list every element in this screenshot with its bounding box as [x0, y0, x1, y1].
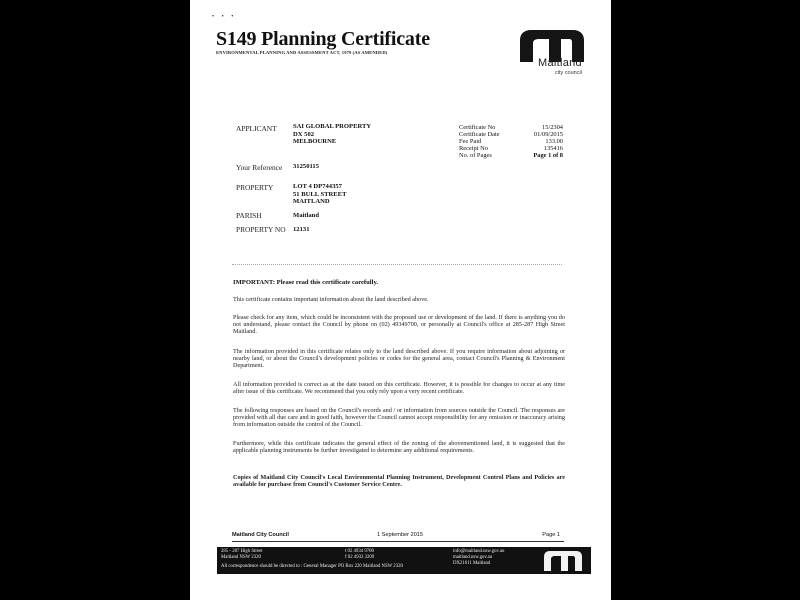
property-no-label: PROPERTY NO	[236, 225, 286, 234]
divider	[232, 264, 562, 265]
logo-wordmark: Maitland	[538, 57, 582, 69]
parish-value: Maitland	[293, 212, 320, 219]
body-paragraph-bold: Copies of Maitland City Council's Local Environmental Planning Instrument, Development Control Plans and Policies are available for purchase from Council's Customer Service Centre.	[233, 474, 565, 489]
fax-line: f 02 4933 3209	[345, 555, 375, 560]
applicant-value	[293, 123, 371, 146]
logo-tagline: city council	[555, 70, 582, 76]
applicant-line: DX 502	[293, 130, 315, 138]
reference-label: Your Reference	[236, 163, 283, 172]
body-paragraph: The following responses are based on the Council's records and / or information from sources outside the Council. The responses are provided with all due care and in good faith, however the Council cannot accept responsibility for any omission or inaccuracy arising from information outside the control of the Council.	[233, 407, 565, 429]
email-line: info@maitland.nsw.gov.au	[453, 549, 505, 554]
cert-label: Fee Paid	[459, 138, 482, 146]
page-subtitle: ENVIRONMENTAL PLANNING AND ASSESSMENT ACT, 1979 (AS AMENDED)	[216, 50, 388, 55]
cert-label: Certificate No	[459, 124, 496, 131]
footer-divider	[232, 541, 564, 542]
important-heading: IMPORTANT: Please read this certificate carefully.	[233, 279, 379, 286]
property-value	[293, 183, 347, 206]
cert-value: 133.00	[545, 138, 563, 146]
property-line: 51 BULL STREET	[293, 190, 347, 198]
certificate-details	[459, 124, 563, 159]
cert-label: Certificate Date	[459, 131, 500, 139]
correspondence-line: All correspondence should be directed to : General Manager PO Box 220 Maitland NSW 2320	[221, 564, 403, 569]
cert-label: Receipt No	[459, 145, 488, 153]
phone-line: t 02 4934 9700	[345, 549, 374, 554]
property-no-value: 12131	[293, 226, 310, 233]
body-paragraph: This certificate contains important information about the land described above.	[233, 296, 429, 303]
web-line: maitland.nsw.gov.au	[453, 555, 493, 560]
cert-row	[459, 152, 563, 159]
property-line: MAITLAND	[293, 198, 330, 206]
parish-label: PARISH	[236, 211, 262, 220]
footer-date: 1 September 2015	[377, 532, 424, 538]
body-paragraph: All information provided is correct as at the date issued on this certificate. However, it is possible for changes to occur at any time after issue of this certificate. We recommend that you only rely upon a very recent certificate.	[233, 381, 565, 396]
address-line: Maitland NSW 2320	[221, 555, 261, 560]
decorative-dots: • • •	[212, 14, 237, 20]
cert-value: Page 1 of 8	[533, 152, 563, 160]
footer-council: Maitland City Council	[232, 532, 289, 538]
body-paragraph: Furthermore, while this certificate indicates the general effect of the zoning of the abovementioned land, it is suggested that the applicable planning instruments be further investigated to determine any additional requirements.	[233, 440, 565, 455]
certificate-page	[190, 0, 611, 600]
applicant-line: MELBOURNE	[293, 138, 337, 146]
property-line: LOT 4 DP744357	[293, 183, 342, 190]
cert-value: 01/09/2015	[533, 131, 563, 139]
body-paragraph: The information provided in this certificate relates only to the land described above. If you require information about adjoining or nearby land, or about the Council's development policies or codes for the general area, contact Council's Planning & Environment Department.	[233, 348, 565, 370]
cert-row	[459, 131, 563, 138]
dx-line: DX21611 Maitland	[453, 561, 491, 566]
applicant-label: APPLICANT	[236, 124, 277, 133]
applicant-line: SAI GLOBAL PROPERTY	[293, 123, 372, 130]
body-paragraph: Please check for any item, which could be inconsistent with the proposed use or development of the land. If there is anything you do not understand, please contact the Council by phone on (02) 49349700, or personally at Council's office at 285-287 High Street Maitland.	[233, 314, 565, 336]
cert-row	[459, 145, 563, 152]
maitland-footer-logo-icon	[543, 550, 583, 572]
page-title: S149 Planning Certificate	[216, 28, 430, 50]
contact-bar	[217, 547, 591, 574]
address-line: 285 - 287 High Street	[221, 549, 263, 554]
cert-value: 135416	[543, 145, 563, 153]
reference-value: 31250115	[293, 163, 320, 170]
footer-page: Page 1	[542, 532, 560, 538]
cert-row	[459, 124, 563, 131]
cert-row	[459, 138, 563, 145]
cert-value: 15/2304	[542, 124, 563, 131]
property-label: PROPERTY	[236, 183, 274, 192]
cert-label: No. of Pages	[459, 152, 492, 160]
